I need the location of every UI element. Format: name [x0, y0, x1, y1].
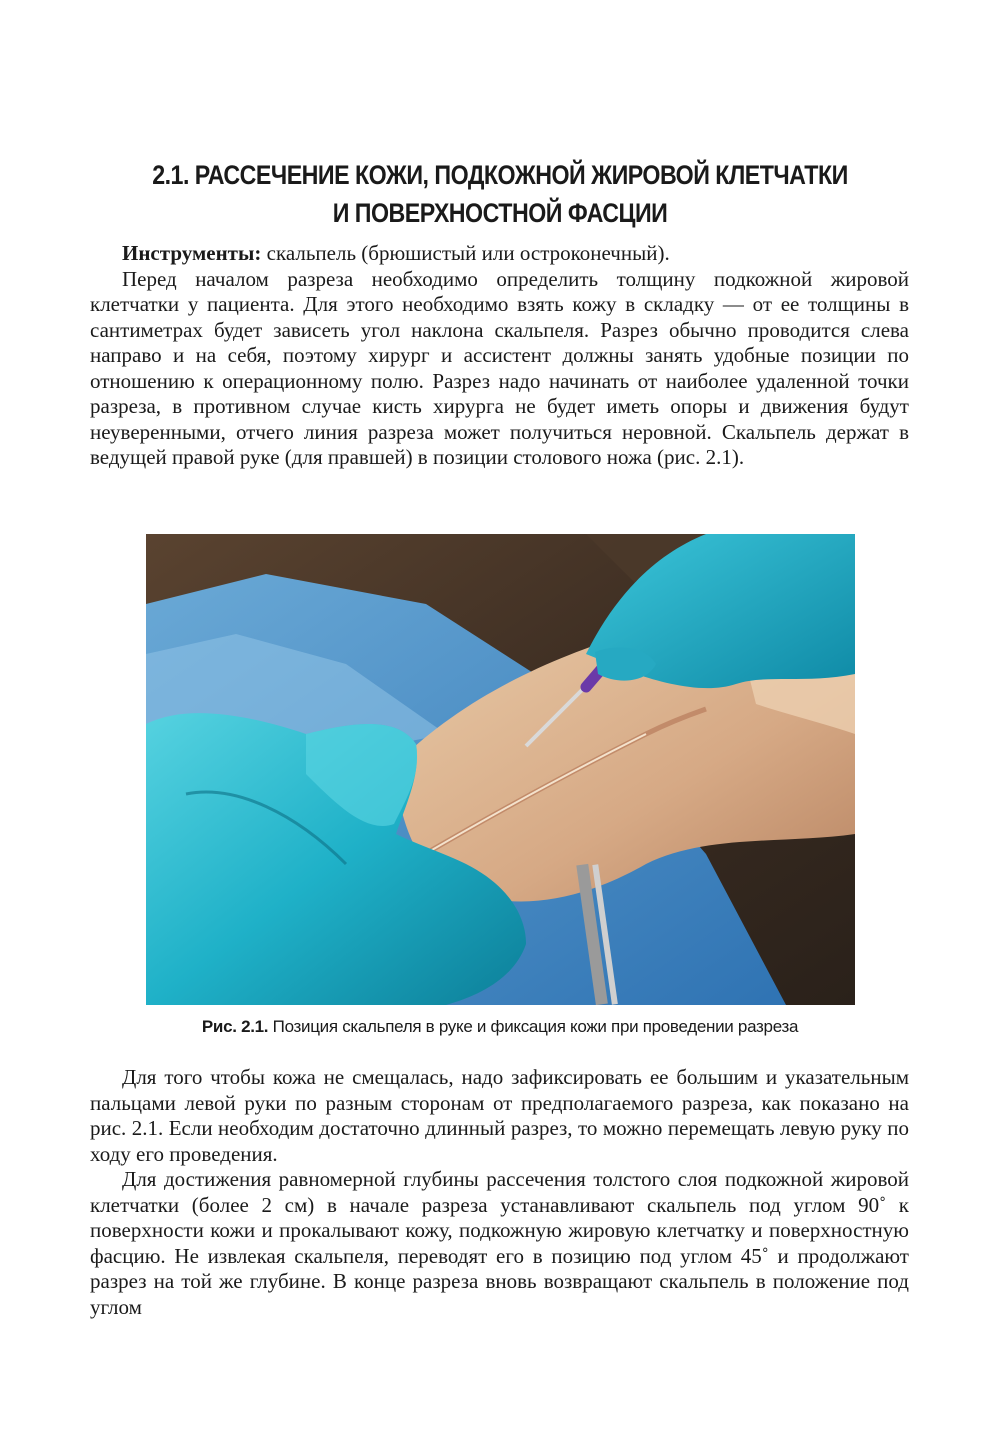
body-paragraph: Для достижения равномерной глубины рассечения толстого слоя подкожной жировой клетчатки (более 2 см) в начале разреза устанавливают скальпель под углом 90˚ к поверхности кожи и прокалывают кожу, подкожную жировую клетчатку и поверхностную фасцию. Не извлекая скальпеля, переводят его в позицию под углом 45˚ и продолжают разрез на той же глубине. В конце разреза вновь возвращают скальпель в положение под углом — [90, 1167, 909, 1319]
body-text-top — [90, 241, 909, 471]
figure-caption — [90, 1016, 910, 1038]
body-text-bottom — [90, 1065, 909, 1320]
surgical-photo-illustration — [146, 534, 855, 1005]
section-heading — [147, 156, 852, 232]
section-heading-line-2: И ПОВЕРХНОСТНОЙ ФАСЦИИ — [332, 198, 668, 228]
section-heading-line-1: 2.1. РАССЕЧЕНИЕ КОЖИ, ПОДКОЖНОЙ ЖИРОВОЙ КЛЕТЧАТКИ — [152, 160, 848, 190]
figure-caption-text: Позиция скальпеля в руке и фиксация кожи при проведении разреза — [268, 1017, 799, 1036]
instruments-paragraph — [90, 241, 909, 267]
body-paragraph: Для того чтобы кожа не смещалась, надо зафиксировать ее большим и указательным пальцами левой руки по разным сторонам от предполагаемого разреза, как показано на рис. 2.1. Если необходим достаточно длинный разрез, то можно перемещать левую руку по ходу его проведения. — [90, 1065, 909, 1166]
body-paragraph: Перед началом разреза необходимо определить толщину подкожной жировой клетчатки у пациента. Для этого необходимо взять кожу в складку — от ее толщины в сантиметрах будет зависеть угол наклона скальпеля. Разрез обычно проводится слева направо и на себя, поэтому хирург и ассистент должны занять удобные позиции по отношению к операционному полю. Разрез надо начинать от наиболее удаленной точки разреза, в противном случае кисть хирурга не будет иметь опоры и движения будут неуверенными, отчего линия разреза может получиться неровной. Скальпель держат в ведущей правой руке (для правшей) в позиции столового ножа (рис. 2.1). — [90, 266, 909, 469]
instruments-label: Инструменты: — [122, 241, 262, 265]
instruments-text: скальпель (брюшистый или остроконечный). — [261, 241, 670, 265]
figure-caption-label: Рис. 2.1. — [201, 1017, 269, 1036]
figure-photo — [146, 534, 855, 1005]
